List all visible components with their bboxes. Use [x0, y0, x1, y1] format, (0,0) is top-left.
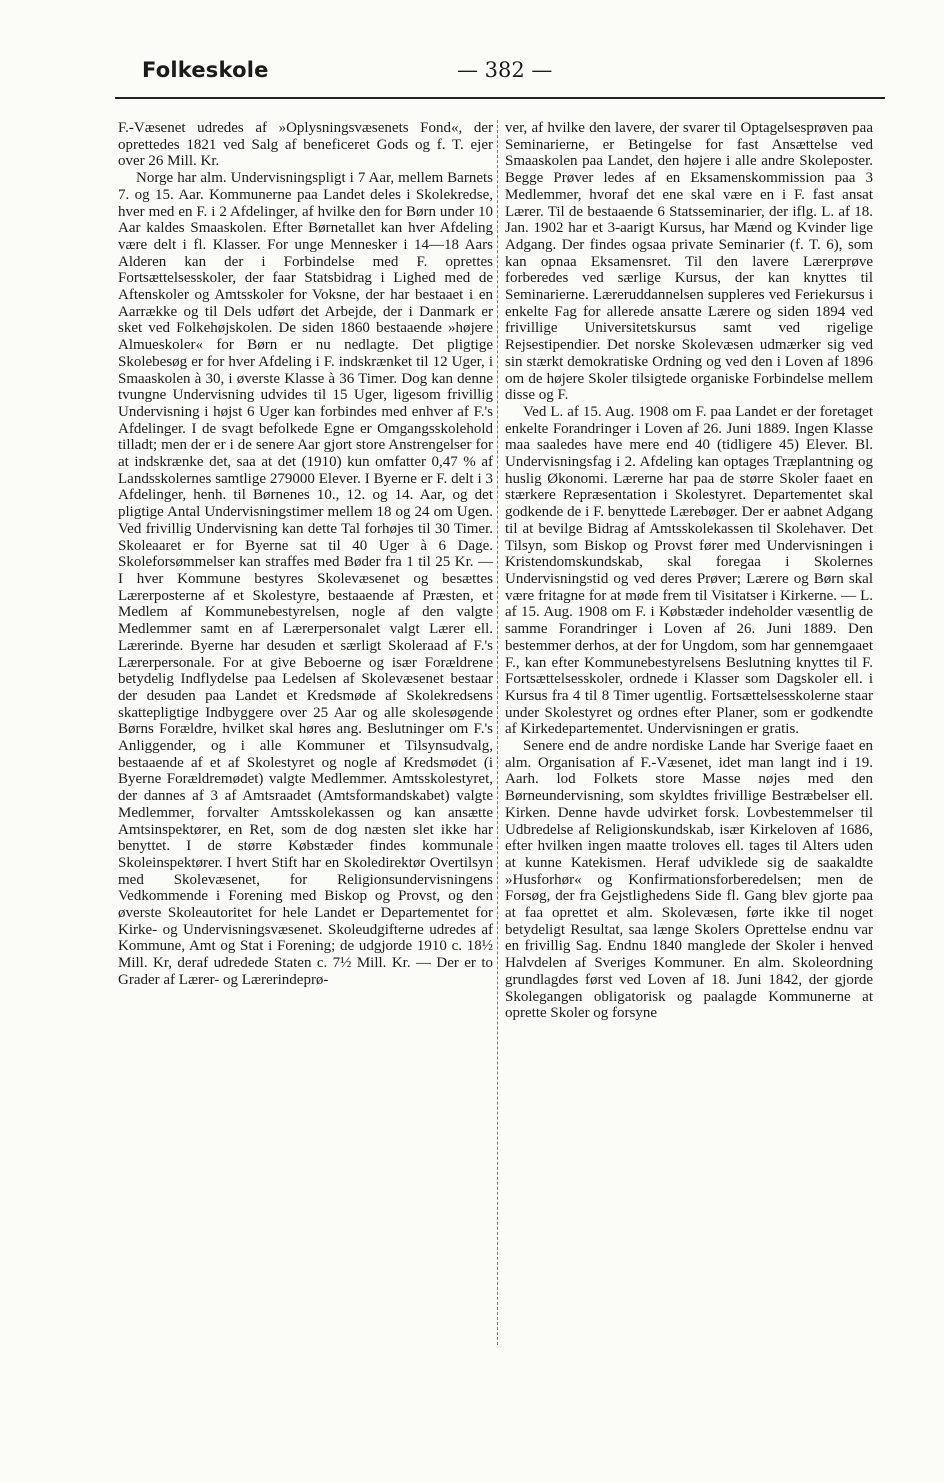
paragraph: Ved L. af 15. Aug. 1908 om F. paa Landet er der foretaget enkelte Forandringer i Loven af 26. Juni 1889. Ingen Klasse maa saaledes have mere end 40 (tidligere 45) Elever. Bl. Undervisningsfag i 2. Afdeling kan optages Træplantning og huslig Økonomi. Lærerne har paa de større Skoler faaet en stærkere Repræsentation i Skolestyret. Departementet skal godkende de i F. benyttede Lærebøger. Der er aabnet Adgang til at bevilge Bidrag af Amtsskolekassen til Skolehaver. Det Tilsyn, som Biskop og Provst fører med Undervisningen i Kristendomskundskab, skal foregaa i Skolernes Undervisningstid og ved deres Prøver; Lærere og Børn skal være fritagne for at møde frem til Visitatser i Kirkerne. — L. af 15. Aug. 1908 om F. i Købstæder indeholder væsentlig de samme Forandringer i Loven af 26. Juni 1889. Den bestemmer derhos, at der for Ungdom, som har gennemgaaet F., kan efter Kommunebestyrelsens Beslutning knyttes til F. Fortsættelsesskoler, ordnede i Klasser som Dagskoler ell. i Kursus fra 4 til 8 Timer ugentlig. Fortsættelsesskolerne staar under Skolestyret og ordnes efter Planer, som er godkendte af Kirkedepartementet. Undervisningen er gratis.: [505, 403, 873, 738]
paragraph: Senere end de andre nordiske Lande har Sverige faaet en alm. Organisation af F.-Væsenet, idet man langt ind i 19. Aarh. lod Folkets store Masse nøjes med den Børneundervisning, som skyldtes frivillige Bestræbelser ell. Kirken. Denne havde udvirket forsk. Lovbestemmelser til Udbredelse af Religionskundskab, især Kirkeloven af 1686, efter hvilken ingen maatte troloves ell. tages til Alters uden at kunne Katekismen. Heraf udviklede sig de saakaldte »Husforhør« og Konfirmationsforberedelsen; men de Forsøg, der fra Gejstlighedens Side fl. Gang blev gjorte paa at faa oprettet et alm. Skolevæsen, førte ikke til noget betydeligt Resultat, saa længe Skolers Oprettelse endnu var en frivillig Sag. Endnu 1840 manglede der Skoler i henved Halvdelen af Sveriges Kommuner. En alm. Skoleordning grundlagdes først ved Loven af 18. Juni 1842, der gjorde Skolegangen obligatorisk og paalagde Kommunerne at oprette Skoler og forsyne: [505, 738, 873, 1022]
header-rule: [115, 97, 885, 99]
paragraph: Norge har alm. Undervisningspligt i 7 Aar, mellem Barnets 7. og 15. Aar. Kommunerne paa Landet deles i Skolekredse, hver med en F. i 2 Afdelinger, af hvilke den for Børn under 10 Aar kaldes Smaaskolen. Efter Børnetallet kan hver Afdeling være delt i fl. Klasser. For unge Mennesker i 14—18 Aars Alderen kan der i Forbindelse med F. oprettes Fortsættelsesskoler, der faar Statsbidrag i Lighed med de Aftenskoler og Amtsskoler for Voksne, der har bestaaet i en Aarrække og til Dels udført det Arbejde, der i Danmark er sket ved Folkehøjskolen. De siden 1860 bestaaende »højere Almueskoler« for Børn er nu nedlagte. Det pligtige Skolebesøg er for hver Afdeling i F. indskrænket til 12 Uger, i Smaaskolen à 30, i øverste Klasse à 36 Timer. Dog kan denne tvungne Undervisning udvides til 15 Uger, ligesom frivillig Undervisning i højst 6 Uger kan forbindes med enhver af F.'s Afdelinger. I de svagt befolkede Egne er Omgangsskolehold tilladt; men der er i de senere Aar gjort store Anstrengelser for at indskrænke det, saa at det (1910) kun omfatter 0,47 % af Landsskolernes samtlige 279000 Elever. I Byerne er F. delt i 3 Afdelinger, henh. til Børnenes 10., 12. og 14. Aar, og det pligtige Antal Undervisningstimer mellem 18 og 24 om Ugen. Ved frivillig Undervisning kan dette Tal forhøjes til 30 Timer. Skoleaaret er for Byerne sat til 40 Uger à 6 Dage. Skoleforsømmelser kan straffes med Bøder fra 1 til 25 Kr. — I hver Kommune bestyres Skolevæsenet og besættes Lærerposterne af et Skolestyre, bestaaende af Præsten, et Medlem af Kommunebestyrelsen, nogle af den valgte Medlemmer samt en af Lærerpersonalet valgt Lærer ell. Lærerinde. Byerne har desuden et særligt Skoleraad af F.'s Lærerpersonale. For at give Beboerne og især Forældrene betydelig Indflydelse paa Ledelsen af Skolevæsenet bestaar der desuden paa Landet et Kredsmøde af Skolekredsens skattepligtige Indbyggere over 25 Aar og alle skolesøgende Børns Forældre, hvilket skal høres ang. Beslutninger om F.'s Anliggender, og i alle Kommuner et Tilsynsudvalg, bestaaende af et af Skolestyret og nogle af Kredsmødet (i Byerne Forældremødet) valgte Medlemmer. Amtsskolestyret, der dannes af 3 af Amtsraadet (Amtsformandskabet) valgte Medlemmer, forvalter Amtsskolekassen og kan ansætte Amtsinspektører, en Ret, som de dog næsten slet ikke har benyttet. I de større Købstæder findes kommunale Skoleinspektører. I hvert Stift har en Skoledirektør Overtilsyn med Skolevæsenet, for Religionsundervisningens Vedkommende i Forening med Biskop og Provst, og den øverste Skoleautoritet for hele Landet er Departementet for Kirke- og Undervisningsvæsenet. Skoleudgifterne udredes af Kommune, Amt og Stat i Forening; de udgjorde 1910 c. 18½ Mill. Kr, deraf udredede Staten c. 7½ Mill. Kr. — Der er to Grader af Lærer- og Lærerindeprø-: [118, 170, 493, 988]
paragraph: ver, af hvilke den lavere, der svarer til Optagelsesprøven paa Seminarierne, er Betingelse for fast Ansættelse ved Smaaskolen paa Landet, den højere i alle andre Skoleposter. Begge Prøver ledes af en Eksamenskommission paa 3 Medlemmer, hvoraf det ene skal være en i F. fast ansat Lærer. Til de bestaaende 6 Statsseminarier, der iflg. L. af 18. Jan. 1902 har et 3-aarigt Kursus, har Mænd og Kvinder lige Adgang. Der findes ogsaa private Seminarier (f. T. 6), som kan opnaa Eksamensret. Til den lavere Lærerprøve forberedes ved særlige Kursus, der kan knyttes til Seminarierne. Læreruddannelsen suppleres ved Feriekursus i enkelte Fag for allerede ansatte Lærere og siden 1894 ved frivillige Universitetskursus samt ved rigelige Rejsestipendier. Det norske Skolevæsen udmærker sig ved sin stærkt demokratiske Ordning og ved den i Loven af 1896 om de højere Skoler tilsigtede organiske Forbindelse mellem disse og F.: [505, 120, 873, 404]
right-column: [505, 120, 873, 1022]
page-number: — 382 —: [457, 58, 553, 82]
left-column: [118, 120, 493, 989]
column-divider: [497, 120, 498, 1345]
paragraph: F.-Væsenet udredes af »Oplysningsvæsenets Fond«, der oprettedes 1821 ved Salg af beneficeret Gods og f. T. ejer over 26 Mill. Kr.: [118, 120, 493, 170]
running-title: Folkeskole: [142, 58, 269, 82]
page-header: [0, 0, 944, 100]
